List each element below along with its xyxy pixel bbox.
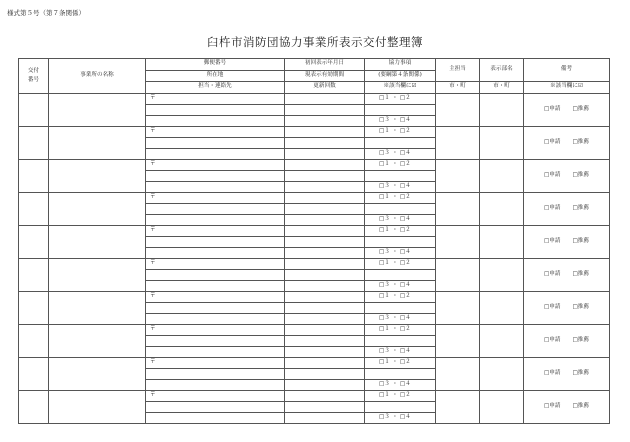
address-cell[interactable] — [146, 203, 285, 214]
display-dept-cell[interactable] — [480, 258, 524, 291]
validity-period-cell[interactable] — [285, 203, 365, 214]
contact-cell[interactable] — [146, 346, 285, 357]
display-dept-cell[interactable] — [480, 159, 524, 192]
apply-checkbox[interactable]: □申請 — [544, 171, 561, 178]
validity-period-cell[interactable] — [285, 368, 365, 379]
checkbox-option-4[interactable]: □４ — [399, 314, 411, 321]
postal-mark: 〒 — [150, 226, 156, 233]
address-cell[interactable] — [146, 269, 285, 280]
issue-number-cell[interactable] — [19, 93, 49, 126]
checkbox-option-4[interactable]: □４ — [399, 215, 411, 222]
apply-checkbox[interactable]: □申請 — [544, 105, 561, 112]
cooperation-blank-cell — [365, 137, 436, 148]
renewal-count-cell[interactable] — [285, 313, 365, 324]
checkbox-option-2[interactable]: □２ — [399, 259, 411, 266]
cooperation-blank-cell — [365, 401, 436, 412]
checkbox-option-2[interactable]: □２ — [399, 127, 411, 134]
first-display-date-cell[interactable] — [285, 93, 365, 104]
header-business-name: 事業所の名称 — [49, 59, 146, 94]
remarks-cell[interactable] — [524, 126, 610, 159]
cooperation-checkbox-row-bottom[interactable] — [365, 280, 436, 291]
display-dept-cell[interactable] — [480, 357, 524, 390]
contact-cell[interactable] — [146, 148, 285, 159]
remarks-cell[interactable] — [524, 258, 610, 291]
page-title: 臼杵市消防団協力事業所表示交付整理簿 — [207, 35, 423, 49]
address-cell[interactable] — [146, 368, 285, 379]
checkbox-option-3[interactable]: □３ — [379, 413, 390, 420]
checkbox-option-4[interactable]: □４ — [399, 149, 411, 156]
checkbox-option-3[interactable]: □３ — [379, 149, 390, 156]
separator-dot: ・ — [392, 380, 398, 387]
separator-dot: ・ — [392, 215, 398, 222]
separator-dot: ・ — [392, 391, 398, 398]
header-postal-code: 郵便番号 — [146, 59, 285, 71]
remarks-cell[interactable] — [524, 192, 610, 225]
remarks-cell[interactable] — [524, 324, 610, 357]
postal-mark: 〒 — [150, 94, 156, 101]
separator-dot: ・ — [392, 281, 398, 288]
apply-checkbox[interactable]: □申請 — [544, 303, 561, 310]
postal-code-cell[interactable] — [146, 258, 285, 269]
display-dept-cell[interactable] — [480, 192, 524, 225]
cooperation-blank-cell — [365, 269, 436, 280]
business-name-cell[interactable] — [49, 291, 146, 324]
header-remarks-sub: ※該当欄に☑ — [524, 82, 610, 94]
separator-dot: ・ — [392, 248, 398, 255]
address-cell[interactable] — [146, 170, 285, 181]
issue-number-cell[interactable] — [19, 159, 49, 192]
renewal-count-cell[interactable] — [285, 379, 365, 390]
checkbox-option-4[interactable]: □４ — [399, 413, 411, 420]
separator-dot: ・ — [392, 292, 398, 299]
cooperation-blank-cell — [365, 335, 436, 346]
first-display-date-cell[interactable] — [285, 390, 365, 401]
renewal-count-cell[interactable] — [285, 412, 365, 423]
header-main-unit: 主担当 — [436, 59, 480, 82]
apply-checkbox[interactable]: □申請 — [544, 270, 561, 277]
validity-period-cell[interactable] — [285, 401, 365, 412]
checkbox-option-4[interactable]: □４ — [399, 380, 411, 387]
checkbox-option-2[interactable]: □２ — [399, 358, 411, 365]
contact-cell[interactable] — [146, 379, 285, 390]
contact-cell[interactable] — [146, 412, 285, 423]
contact-cell[interactable] — [146, 214, 285, 225]
postal-mark: 〒 — [150, 292, 156, 299]
issue-number-cell[interactable] — [19, 225, 49, 258]
issue-number-cell[interactable] — [19, 324, 49, 357]
main-unit-cell[interactable] — [436, 159, 480, 192]
checkbox-option-1[interactable]: □１ — [379, 193, 390, 200]
first-display-date-cell[interactable] — [285, 225, 365, 236]
recommend-checkbox[interactable]: □推薦 — [572, 303, 589, 310]
apply-checkbox[interactable]: □申請 — [544, 138, 561, 145]
cooperation-checkbox-row-bottom[interactable] — [365, 115, 436, 126]
cooperation-checkbox-row-top[interactable] — [365, 390, 436, 401]
separator-dot: ・ — [392, 259, 398, 266]
postal-mark: 〒 — [150, 325, 156, 332]
apply-checkbox[interactable]: □申請 — [544, 402, 561, 409]
checkbox-option-1[interactable]: □１ — [379, 325, 390, 332]
checkbox-option-1[interactable]: □１ — [379, 127, 390, 134]
recommend-checkbox[interactable]: □推薦 — [572, 336, 589, 343]
postal-code-cell[interactable] — [146, 357, 285, 368]
address-cell[interactable] — [146, 335, 285, 346]
header-contact: 担当・連絡先 — [146, 82, 285, 94]
recommend-checkbox[interactable]: □推薦 — [572, 171, 589, 178]
cooperation-checkbox-row-top[interactable] — [365, 93, 436, 104]
separator-dot: ・ — [392, 182, 398, 189]
main-unit-cell[interactable] — [436, 126, 480, 159]
form-number-label: 様式第５号（第７条関係） — [7, 9, 85, 17]
checkbox-option-1[interactable]: □１ — [379, 358, 390, 365]
separator-dot: ・ — [392, 127, 398, 134]
recommend-checkbox[interactable]: □推薦 — [572, 270, 589, 277]
checkbox-option-4[interactable]: □４ — [399, 182, 411, 189]
remarks-cell[interactable] — [524, 390, 610, 423]
first-display-date-cell[interactable] — [285, 324, 365, 335]
cooperation-blank-cell — [365, 104, 436, 115]
checkbox-option-3[interactable]: □３ — [379, 182, 390, 189]
postal-code-cell[interactable] — [146, 291, 285, 302]
validity-period-cell[interactable] — [285, 302, 365, 313]
cooperation-checkbox-row-top[interactable] — [365, 357, 436, 368]
display-dept-cell[interactable] — [480, 93, 524, 126]
header-main-unit-sub: 市・町 — [436, 82, 480, 94]
business-name-cell[interactable] — [49, 192, 146, 225]
header-cooperation-line3: ※該当欄に☑ — [365, 82, 436, 94]
validity-period-cell[interactable] — [285, 236, 365, 247]
address-cell[interactable] — [146, 236, 285, 247]
renewal-count-cell[interactable] — [285, 280, 365, 291]
separator-dot: ・ — [392, 358, 398, 365]
separator-dot: ・ — [392, 347, 398, 354]
postal-code-cell[interactable] — [146, 159, 285, 170]
cooperation-checkbox-row-bottom[interactable] — [365, 412, 436, 423]
header-address: 所在地 — [146, 70, 285, 82]
header-display-dept-sub: 市・町 — [480, 82, 524, 94]
checkbox-option-3[interactable]: □３ — [379, 116, 390, 123]
business-name-cell[interactable] — [49, 258, 146, 291]
recommend-checkbox[interactable]: □推薦 — [572, 369, 589, 376]
separator-dot: ・ — [392, 160, 398, 167]
registry-table — [18, 58, 610, 424]
postal-code-cell[interactable] — [146, 390, 285, 401]
checkbox-option-2[interactable]: □２ — [399, 325, 411, 332]
main-unit-cell[interactable] — [436, 258, 480, 291]
postal-mark: 〒 — [150, 391, 156, 398]
contact-cell[interactable] — [146, 115, 285, 126]
separator-dot: ・ — [392, 314, 398, 321]
issue-number-cell[interactable] — [19, 291, 49, 324]
cooperation-blank-cell — [365, 170, 436, 181]
cooperation-checkbox-row-bottom[interactable] — [365, 247, 436, 258]
remarks-cell[interactable] — [524, 225, 610, 258]
header-issue-number: 交付 番号 — [19, 59, 49, 94]
cooperation-checkbox-row-top[interactable] — [365, 258, 436, 269]
cooperation-checkbox-row-top[interactable] — [365, 159, 436, 170]
separator-dot: ・ — [392, 149, 398, 156]
postal-mark: 〒 — [150, 127, 156, 134]
validity-period-cell[interactable] — [285, 104, 365, 115]
checkbox-option-4[interactable]: □４ — [399, 281, 411, 288]
main-unit-cell[interactable] — [436, 390, 480, 423]
business-name-cell[interactable] — [49, 357, 146, 390]
business-name-cell[interactable] — [49, 126, 146, 159]
main-unit-cell[interactable] — [436, 192, 480, 225]
checkbox-option-3[interactable]: □３ — [379, 248, 390, 255]
business-name-cell[interactable] — [49, 225, 146, 258]
checkbox-option-1[interactable]: □１ — [379, 160, 390, 167]
recommend-checkbox[interactable]: □推薦 — [572, 138, 589, 145]
renewal-count-cell[interactable] — [285, 181, 365, 192]
header-cooperation-line2: (要綱第４条関係) — [365, 70, 436, 82]
cooperation-checkbox-row-bottom[interactable] — [365, 181, 436, 192]
main-unit-cell[interactable] — [436, 291, 480, 324]
issue-number-cell[interactable] — [19, 258, 49, 291]
postal-code-cell[interactable] — [146, 93, 285, 104]
checkbox-option-2[interactable]: □２ — [399, 193, 411, 200]
header-remarks: 備考 — [524, 59, 610, 82]
checkbox-option-2[interactable]: □２ — [399, 226, 411, 233]
display-dept-cell[interactable] — [480, 390, 524, 423]
business-name-cell[interactable] — [49, 93, 146, 126]
issue-number-cell[interactable] — [19, 192, 49, 225]
address-cell[interactable] — [146, 401, 285, 412]
checkbox-option-3[interactable]: □３ — [379, 281, 390, 288]
header-display-dept: 表示部名 — [480, 59, 524, 82]
validity-period-cell[interactable] — [285, 335, 365, 346]
address-cell[interactable] — [146, 104, 285, 115]
checkbox-option-3[interactable]: □３ — [379, 314, 390, 321]
main-unit-cell[interactable] — [436, 357, 480, 390]
issue-number-cell[interactable] — [19, 126, 49, 159]
contact-cell[interactable] — [146, 247, 285, 258]
cooperation-blank-cell — [365, 368, 436, 379]
recommend-checkbox[interactable]: □推薦 — [572, 237, 589, 244]
header-first-display-date: 初回表示年月日 — [285, 59, 365, 71]
separator-dot: ・ — [392, 116, 398, 123]
checkbox-option-4[interactable]: □４ — [399, 248, 411, 255]
display-dept-cell[interactable] — [480, 324, 524, 357]
checkbox-option-2[interactable]: □２ — [399, 160, 411, 167]
postal-mark: 〒 — [150, 259, 156, 266]
issue-number-cell[interactable] — [19, 390, 49, 423]
business-name-cell[interactable] — [49, 324, 146, 357]
header-cooperation-line1: 協力事項 — [365, 59, 436, 71]
main-unit-cell[interactable] — [436, 93, 480, 126]
cooperation-checkbox-row-bottom[interactable] — [365, 148, 436, 159]
cooperation-checkbox-row-top[interactable] — [365, 225, 436, 236]
main-unit-cell[interactable] — [436, 225, 480, 258]
postal-code-cell[interactable] — [146, 192, 285, 203]
postal-mark: 〒 — [150, 358, 156, 365]
checkbox-option-4[interactable]: □４ — [399, 347, 411, 354]
contact-cell[interactable] — [146, 313, 285, 324]
remarks-cell[interactable] — [524, 357, 610, 390]
first-display-date-cell[interactable] — [285, 192, 365, 203]
cooperation-checkbox-row-bottom[interactable] — [365, 214, 436, 225]
renewal-count-cell[interactable] — [285, 214, 365, 225]
checkbox-option-3[interactable]: □３ — [379, 215, 390, 222]
main-unit-cell[interactable] — [436, 324, 480, 357]
postal-code-cell[interactable] — [146, 324, 285, 335]
renewal-count-cell[interactable] — [285, 247, 365, 258]
remarks-cell[interactable] — [524, 291, 610, 324]
cooperation-checkbox-row-bottom[interactable] — [365, 379, 436, 390]
checkbox-option-2[interactable]: □２ — [399, 292, 411, 299]
apply-checkbox[interactable]: □申請 — [544, 204, 561, 211]
checkbox-option-1[interactable]: □１ — [379, 292, 390, 299]
address-cell[interactable] — [146, 302, 285, 313]
cooperation-checkbox-row-top[interactable] — [365, 324, 436, 335]
apply-checkbox[interactable]: □申請 — [544, 369, 561, 376]
first-display-date-cell[interactable] — [285, 258, 365, 269]
first-display-date-cell[interactable] — [285, 291, 365, 302]
separator-dot: ・ — [392, 413, 398, 420]
recommend-checkbox[interactable]: □推薦 — [572, 402, 589, 409]
cooperation-checkbox-row-bottom[interactable] — [365, 346, 436, 357]
checkbox-option-1[interactable]: □１ — [379, 391, 390, 398]
separator-dot: ・ — [392, 226, 398, 233]
separator-dot: ・ — [392, 94, 398, 101]
validity-period-cell[interactable] — [285, 170, 365, 181]
business-name-cell[interactable] — [49, 159, 146, 192]
postal-mark: 〒 — [150, 193, 156, 200]
checkbox-option-1[interactable]: □１ — [379, 226, 390, 233]
cooperation-checkbox-row-top[interactable] — [365, 192, 436, 203]
renewal-count-cell[interactable] — [285, 148, 365, 159]
cooperation-checkbox-row-top[interactable] — [365, 291, 436, 302]
remarks-cell[interactable] — [524, 93, 610, 126]
first-display-date-cell[interactable] — [285, 357, 365, 368]
recommend-checkbox[interactable]: □推薦 — [572, 105, 589, 112]
renewal-count-cell[interactable] — [285, 346, 365, 357]
checkbox-option-2[interactable]: □２ — [399, 94, 411, 101]
display-dept-cell[interactable] — [480, 291, 524, 324]
checkbox-option-2[interactable]: □２ — [399, 391, 411, 398]
contact-cell[interactable] — [146, 280, 285, 291]
cooperation-checkbox-row-top[interactable] — [365, 126, 436, 137]
first-display-date-cell[interactable] — [285, 159, 365, 170]
checkbox-option-1[interactable]: □１ — [379, 94, 390, 101]
separator-dot: ・ — [392, 325, 398, 332]
business-name-cell[interactable] — [49, 390, 146, 423]
header-renewal-count: 更新回数 — [285, 82, 365, 94]
display-dept-cell[interactable] — [480, 126, 524, 159]
validity-period-cell[interactable] — [285, 269, 365, 280]
renewal-count-cell[interactable] — [285, 115, 365, 126]
remarks-cell[interactable] — [524, 159, 610, 192]
display-dept-cell[interactable] — [480, 225, 524, 258]
validity-period-cell[interactable] — [285, 137, 365, 148]
first-display-date-cell[interactable] — [285, 126, 365, 137]
separator-dot: ・ — [392, 193, 398, 200]
postal-code-cell[interactable] — [146, 225, 285, 236]
postal-mark: 〒 — [150, 160, 156, 167]
address-cell[interactable] — [146, 137, 285, 148]
checkbox-option-4[interactable]: □４ — [399, 116, 411, 123]
cooperation-blank-cell — [365, 302, 436, 313]
issue-number-cell[interactable] — [19, 357, 49, 390]
contact-cell[interactable] — [146, 181, 285, 192]
cooperation-checkbox-row-bottom[interactable] — [365, 313, 436, 324]
checkbox-option-1[interactable]: □１ — [379, 259, 390, 266]
header-validity-period: 現表示有効期間 — [285, 70, 365, 82]
apply-checkbox[interactable]: □申請 — [544, 237, 561, 244]
checkbox-option-3[interactable]: □３ — [379, 347, 390, 354]
apply-checkbox[interactable]: □申請 — [544, 336, 561, 343]
cooperation-blank-cell — [365, 236, 436, 247]
checkbox-option-3[interactable]: □３ — [379, 380, 390, 387]
postal-code-cell[interactable] — [146, 126, 285, 137]
cooperation-blank-cell — [365, 203, 436, 214]
recommend-checkbox[interactable]: □推薦 — [572, 204, 589, 211]
